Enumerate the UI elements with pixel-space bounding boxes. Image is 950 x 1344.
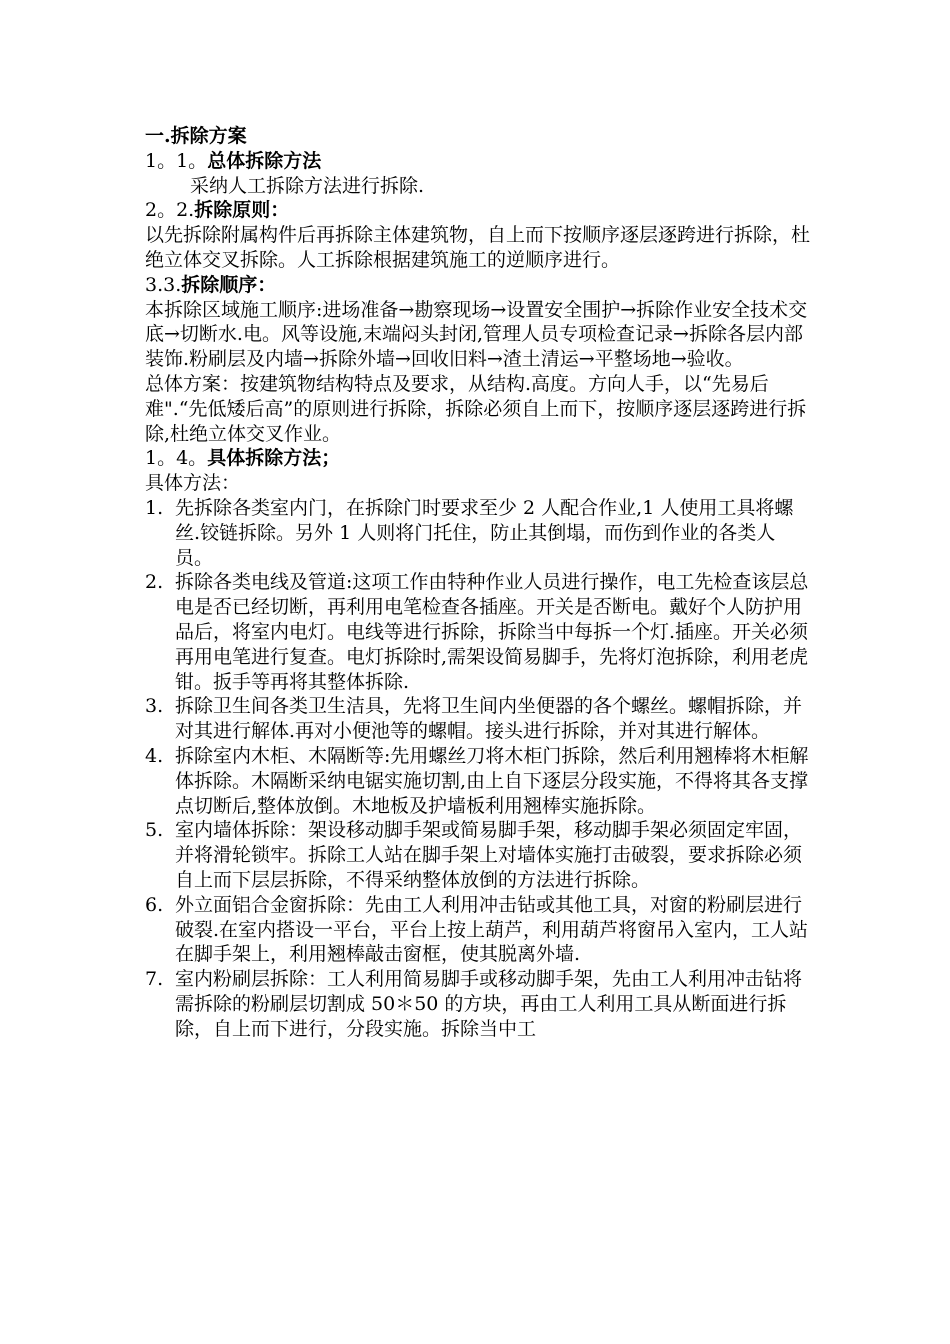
list-item-number: 5.	[145, 819, 164, 842]
heading-1-1-text: 总体拆除方法	[207, 149, 322, 172]
heading-1-1-number: 1。1。	[145, 149, 208, 172]
list-item-number: 2.	[145, 571, 164, 594]
list-item	[145, 694, 813, 744]
document-body	[145, 124, 813, 1041]
list-item-text: 拆除卫生间各类卫生洁具，先将卫生间内坐便器的各个螺丝。螺帽拆除，并对其进行解体.再对小便池等的螺帽。接头进行拆除，并对其进行解体。	[175, 695, 803, 743]
list-item-text: 先拆除各类室内门，在拆除门时要求至少 2 人配合作业,1 人使用工具将螺丝.铰链拆除。另外 1 人则将门托住，防止其倒塌，而伤到作业的各类人员。	[175, 496, 794, 569]
list-item-number: 1.	[145, 496, 164, 519]
list-item	[145, 744, 813, 818]
list-item	[145, 893, 813, 967]
section-title: 一.拆除方案	[145, 125, 247, 147]
list-item-number: 7.	[145, 968, 164, 991]
list-item	[145, 967, 813, 1041]
heading-3-3-text: 拆除顺序：	[181, 273, 277, 296]
paragraph-1-1: 采纳人工拆除方法进行拆除.	[190, 174, 425, 197]
list-item-number: 6.	[145, 893, 164, 916]
list-item-number: 4.	[145, 744, 164, 767]
heading-1-1	[145, 149, 813, 174]
heading-1-4-text: 具体拆除方法；	[207, 447, 341, 470]
methods-list	[145, 496, 813, 1042]
list-item-text: 室内粉刷层拆除：工人利用简易脚手或移动脚手架，先由工人利用冲击钻将需拆除的粉刷层切割成 50＊50 的方块，再由工人利用工具从断面进行拆除，自上而下进行，分段实施。拆除当中工	[175, 968, 803, 1040]
heading-3-3	[145, 273, 813, 298]
paragraph-3-3-sequence: 本拆除区域施工顺序:进场准备→勘察现场→设置安全围护→拆除作业安全技术交底→切断水.电。风等设施,末端闷头封闭,管理人员专项检查记录→拆除各层内部装饰.粉刷层及内墙→拆除外墙→回收旧料→渣土清运→平整场地→验收。	[145, 298, 808, 371]
heading-2-2-text: 拆除原则：	[194, 199, 290, 222]
paragraph-3-3-overall: 总体方案：按建筑物结构特点及要求，从结构.高度。方向人手，以“先易后难".“先低矮后高”的原则进行拆除，拆除必须自上而下，按顺序逐层逐跨进行拆除,杜绝立体交叉作业。	[145, 372, 807, 445]
heading-3-3-number: 3.3.	[145, 273, 182, 296]
list-item-number: 3.	[145, 695, 164, 718]
paragraph-2-2: 以先拆除附属构件后再拆除主体建筑物，自上而下按顺序逐层逐跨进行拆除，杜绝立体交叉拆除。人工拆除根据建筑施工的逆顺序进行。	[145, 224, 811, 271]
list-item	[145, 818, 813, 892]
list-item-text: 外立面铝合金窗拆除：先由工人利用冲击钻或其他工具，对窗的粉刷层进行破裂.在室内搭设一平台，平台上按上葫芦，利用葫芦将窗吊入室内，工人站在脚手架上，利用翘棒敲击窗框，使其脱离外墙.	[175, 893, 809, 966]
heading-2-2	[145, 198, 813, 223]
list-item	[145, 496, 813, 570]
methods-intro: 具体方法：	[145, 472, 241, 495]
heading-2-2-number: 2。2.	[145, 199, 195, 222]
heading-1-4-number: 1。4。	[145, 447, 208, 470]
list-item-text: 室内墙体拆除：架设移动脚手架或简易脚手架，移动脚手架必须固定牢固，并将滑轮锁牢。拆除工人站在脚手架上对墙体实施打击破裂，要求拆除必须自上而下层层拆除，不得采纳整体放倒的方法进行拆除。	[175, 819, 803, 891]
list-item-text: 拆除各类电线及管道:这项工作由特种作业人员进行操作，电工先检查该层总电是否已经切断，再利用电笔检查各插座。开关是否断电。戴好个人防护用品后，将室内电灯。电线等进行拆除，拆除当中每拆一个灯.插座。开关必须再用电笔进行复查。电灯拆除时,需架设简易脚手，先将灯泡拆除，利用老虎钳。扳手等再将其整体拆除.	[175, 571, 809, 693]
heading-1-4	[145, 446, 813, 471]
list-item-text: 拆除室内木柜、木隔断等:先用螺丝刀将木柜门拆除，然后利用翘棒将木柜解体拆除。木隔断采纳电锯实施切割,由上自下逐层分段实施，不得将其各支撑点切断后,整体放倒。木地板及护墙板利用翘棒实施拆除。	[175, 744, 809, 817]
list-item	[145, 570, 813, 694]
